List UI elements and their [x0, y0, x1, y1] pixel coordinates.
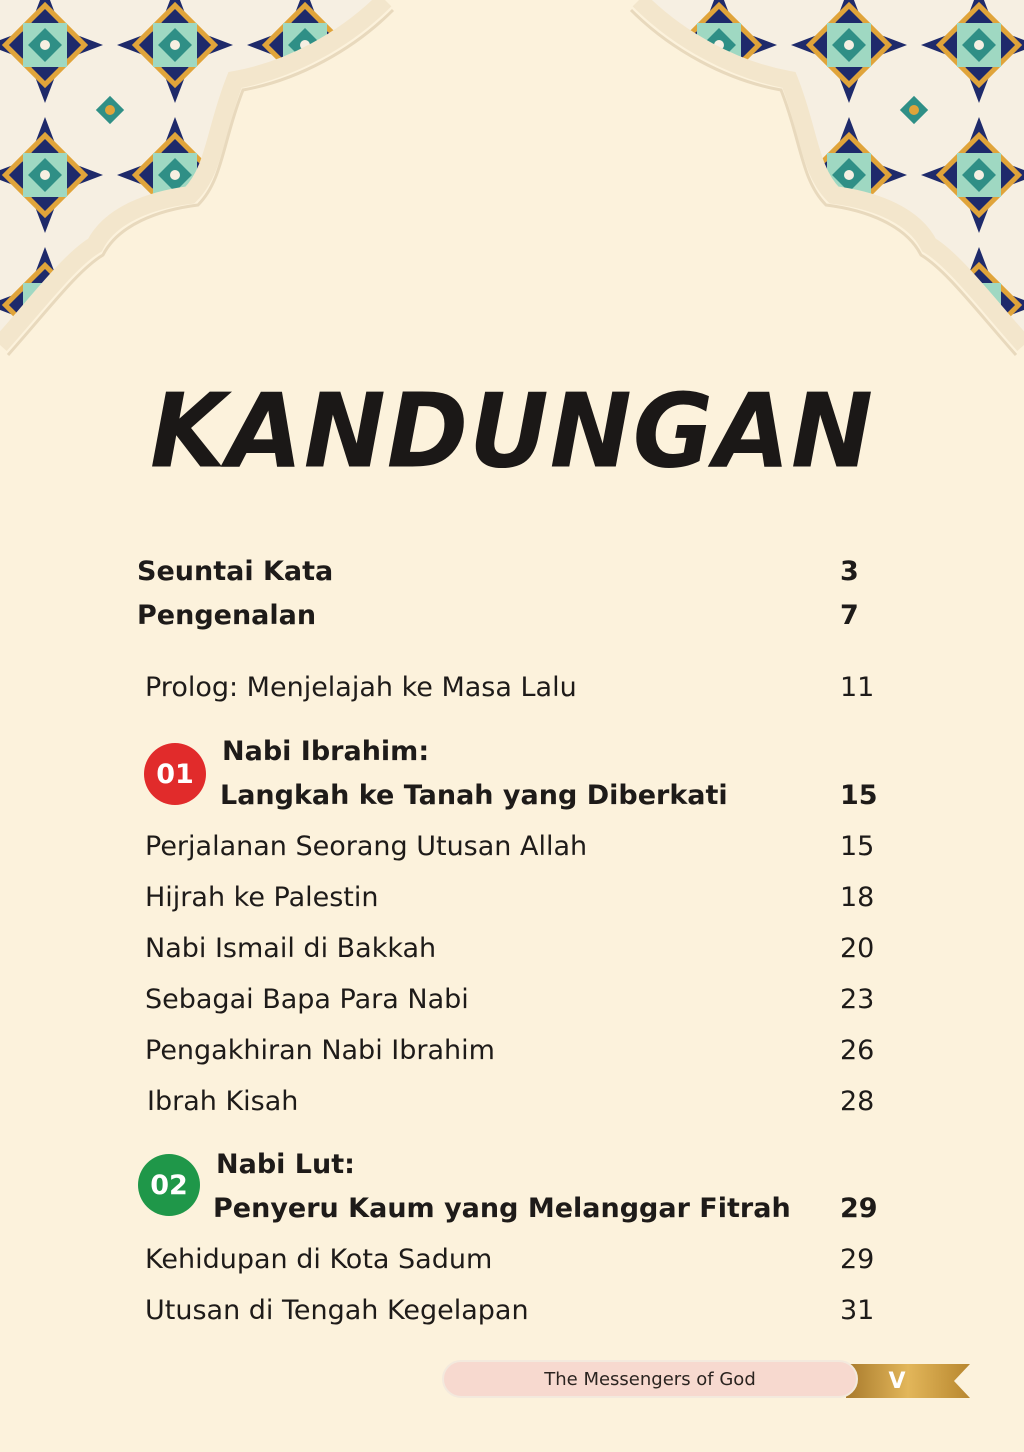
- chapter-heading-line1: Nabi Ibrahim:: [222, 736, 430, 767]
- footer-book-title: The Messengers of God: [442, 1360, 858, 1398]
- chapter-page: 29: [840, 1193, 878, 1224]
- chapter-number-badge: 02: [138, 1154, 200, 1216]
- chapter-heading[interactable]: [0, 1193, 1024, 1237]
- toc-entry-label: Pengenalan: [137, 600, 317, 631]
- toc-entry[interactable]: [0, 831, 1024, 875]
- toc-entry-page: 26: [840, 1035, 875, 1066]
- toc-entry-page: 15: [840, 831, 875, 862]
- ornament-corner-left: [0, 0, 400, 400]
- page-title: KANDUNGAN: [149, 372, 875, 492]
- toc-entry-page: 20: [840, 933, 875, 964]
- toc-entry-page: 29: [840, 1244, 875, 1275]
- toc-entry-page: 11: [840, 672, 875, 703]
- toc-entry[interactable]: [0, 1035, 1024, 1079]
- toc-entry[interactable]: [0, 1086, 1024, 1130]
- toc-entry-label: Perjalanan Seorang Utusan Allah: [145, 831, 588, 862]
- chapter-heading-line2: Penyeru Kaum yang Melanggar Fitrah: [213, 1193, 791, 1224]
- toc-entry-label: Hijrah ke Palestin: [145, 882, 379, 913]
- toc-entry-page: 18: [840, 882, 875, 913]
- chapter-heading[interactable]: [0, 780, 1024, 824]
- toc-entry-label: Utusan di Tengah Kegelapan: [145, 1295, 529, 1326]
- chapter-heading-line2: Langkah ke Tanah yang Diberkati: [220, 780, 728, 811]
- ornament-corner-right: [624, 0, 1024, 400]
- chapter-page: 15: [840, 780, 878, 811]
- toc-entry-page: 23: [840, 984, 875, 1015]
- toc-entry-label: Prolog: Menjelajah ke Masa Lalu: [145, 672, 577, 703]
- toc-entry-label: Sebagai Bapa Para Nabi: [145, 984, 469, 1015]
- toc-entry-page: 7: [840, 600, 859, 631]
- toc-entry-page: 28: [840, 1086, 875, 1117]
- toc-entry[interactable]: [0, 933, 1024, 977]
- toc-entry-page: 3: [840, 556, 859, 587]
- chapter-heading-line1: Nabi Lut:: [216, 1149, 355, 1180]
- toc-entry-page: 31: [840, 1295, 875, 1326]
- footer-page-number: V: [888, 1368, 906, 1394]
- toc-entry[interactable]: [0, 1244, 1024, 1288]
- toc-entry[interactable]: [0, 1295, 1024, 1339]
- toc-entry-label: Seuntai Kata: [137, 556, 334, 587]
- toc-entry-label: Kehidupan di Kota Sadum: [145, 1244, 493, 1275]
- toc-entry-label: Pengakhiran Nabi Ibrahim: [145, 1035, 495, 1066]
- toc-entry[interactable]: [0, 600, 1024, 644]
- chapter-number-badge: 01: [144, 743, 206, 805]
- toc-entry[interactable]: [0, 882, 1024, 926]
- toc-entry-label: Nabi Ismail di Bakkah: [145, 933, 437, 964]
- toc-entry-label: Ibrah Kisah: [147, 1086, 299, 1117]
- chapter-heading[interactable]: [0, 1149, 1024, 1193]
- toc-entry[interactable]: [0, 556, 1024, 600]
- toc-entry[interactable]: [0, 984, 1024, 1028]
- chapter-heading[interactable]: [0, 736, 1024, 780]
- toc-entry[interactable]: [0, 672, 1024, 716]
